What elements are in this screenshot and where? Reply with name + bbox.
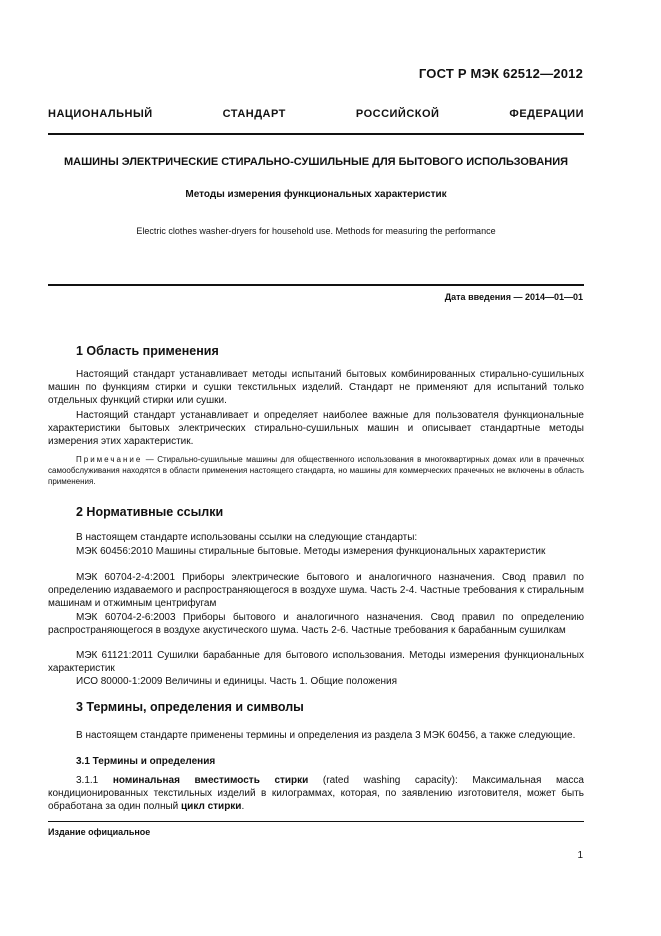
- section-1-paragraph-1: Настоящий стандарт устанавливает методы испытаний бытовых комбинированных стирально-сушильных машин по функциям стирки и сушки текстильных изделий. Стандарт не применяют для испытаний только отдельных функций стирки или сушки.: [48, 369, 584, 406]
- reference-item: ИСО 80000-1:2009 Величины и единицы. Часть 1. Общие положения: [76, 676, 398, 687]
- reference-item: МЭК 60704-2-4:2001 Приборы электрические бытового и аналогичного назначения. Свод правил по определению издаваемого и распространяющегося в воздухе шума. Часть 2-4. Частные требования к стиральным машинам и отжимным центрифугам: [48, 572, 584, 609]
- reference-item: МЭК 60456:2010 Машины стиральные бытовые. Методы измерения функциональных характеристик: [76, 546, 546, 557]
- document-subtitle: Методы измерения функциональных характеристик: [185, 189, 447, 200]
- section-2-intro: В настоящем стандарте использованы ссылки на следующие стандарты:: [76, 532, 418, 543]
- section-3-heading: 3 Термины, определения и символы: [76, 700, 304, 714]
- section-3-intro: В настоящем стандарте применены термины и определения из раздела 3 МЭК 60456, а также следующие.: [76, 730, 576, 741]
- note-text: — Стирально-сушильные машины для общественного использования в многоквартирных домах или в прачечных самообслуживания находятся в области применения настоящего стандарта, но машины для коммерческих прачечных не включены в область применения.: [48, 455, 584, 486]
- subsection-3-1-heading: 3.1 Термины и определения: [76, 756, 216, 767]
- term-number: 3.1.1: [76, 775, 113, 786]
- english-title: Electric clothes washer-dryers for household use. Methods for measuring the performance: [136, 226, 496, 236]
- section-1-heading: 1 Область применения: [76, 344, 219, 358]
- term-3-1-1: [48, 774, 584, 813]
- gost-number: ГОСТ Р МЭК 62512—2012: [418, 66, 583, 81]
- top-rule: [48, 133, 584, 135]
- document-title: МАШИНЫ ЭЛЕКТРИЧЕСКИЕ СТИРАЛЬНО-СУШИЛЬНЫЕ ДЛЯ БЫТОВОГО ИСПОЛЬЗОВАНИЯ: [63, 156, 569, 168]
- footer-rule: [48, 821, 584, 822]
- section-1-note: [48, 454, 584, 487]
- reference-item: МЭК 60704-2-6:2003 Приборы бытового и аналогичного назначения. Свод правил по определению распространяющегося в воздухе акустического шума. Часть 2-6. Частные требования к барабанным сушилкам: [48, 612, 584, 636]
- section-2-heading: 2 Нормативные ссылки: [76, 505, 224, 519]
- effective-date: Дата введения — 2014—01—01: [444, 292, 583, 302]
- national-standard-banner: НАЦИОНАЛЬНЫЙ СТАНДАРТ РОССИЙСКОЙ ФЕДЕРАЦИИ: [48, 108, 584, 120]
- edition-label: Издание официальное: [48, 827, 151, 837]
- date-rule: [48, 284, 584, 286]
- page-number: 1: [577, 850, 583, 861]
- section-1-paragraph-2: Настоящий стандарт устанавливает и определяет наиболее важные для пользователя функциональные характеристики бытовых электрических стирально-сушильных машин и описывает стандартные методы измерения этих характеристик.: [48, 410, 584, 447]
- note-label: Примечание: [76, 455, 143, 464]
- term-definition: (rated washing capacity): Максимальная масса кондиционированных текстильных изделий в килограммах, которая, по заявлению изготовителя, может быть обработана за один полный: [48, 775, 584, 812]
- term-reference: цикл стирки: [181, 801, 242, 812]
- term-end: .: [241, 801, 245, 812]
- term-name: номинальная вместимость стирки: [112, 775, 309, 786]
- reference-item: МЭК 61121:2011 Сушилки барабанные для бытового использования. Методы измерения функциональных характеристик: [48, 650, 584, 674]
